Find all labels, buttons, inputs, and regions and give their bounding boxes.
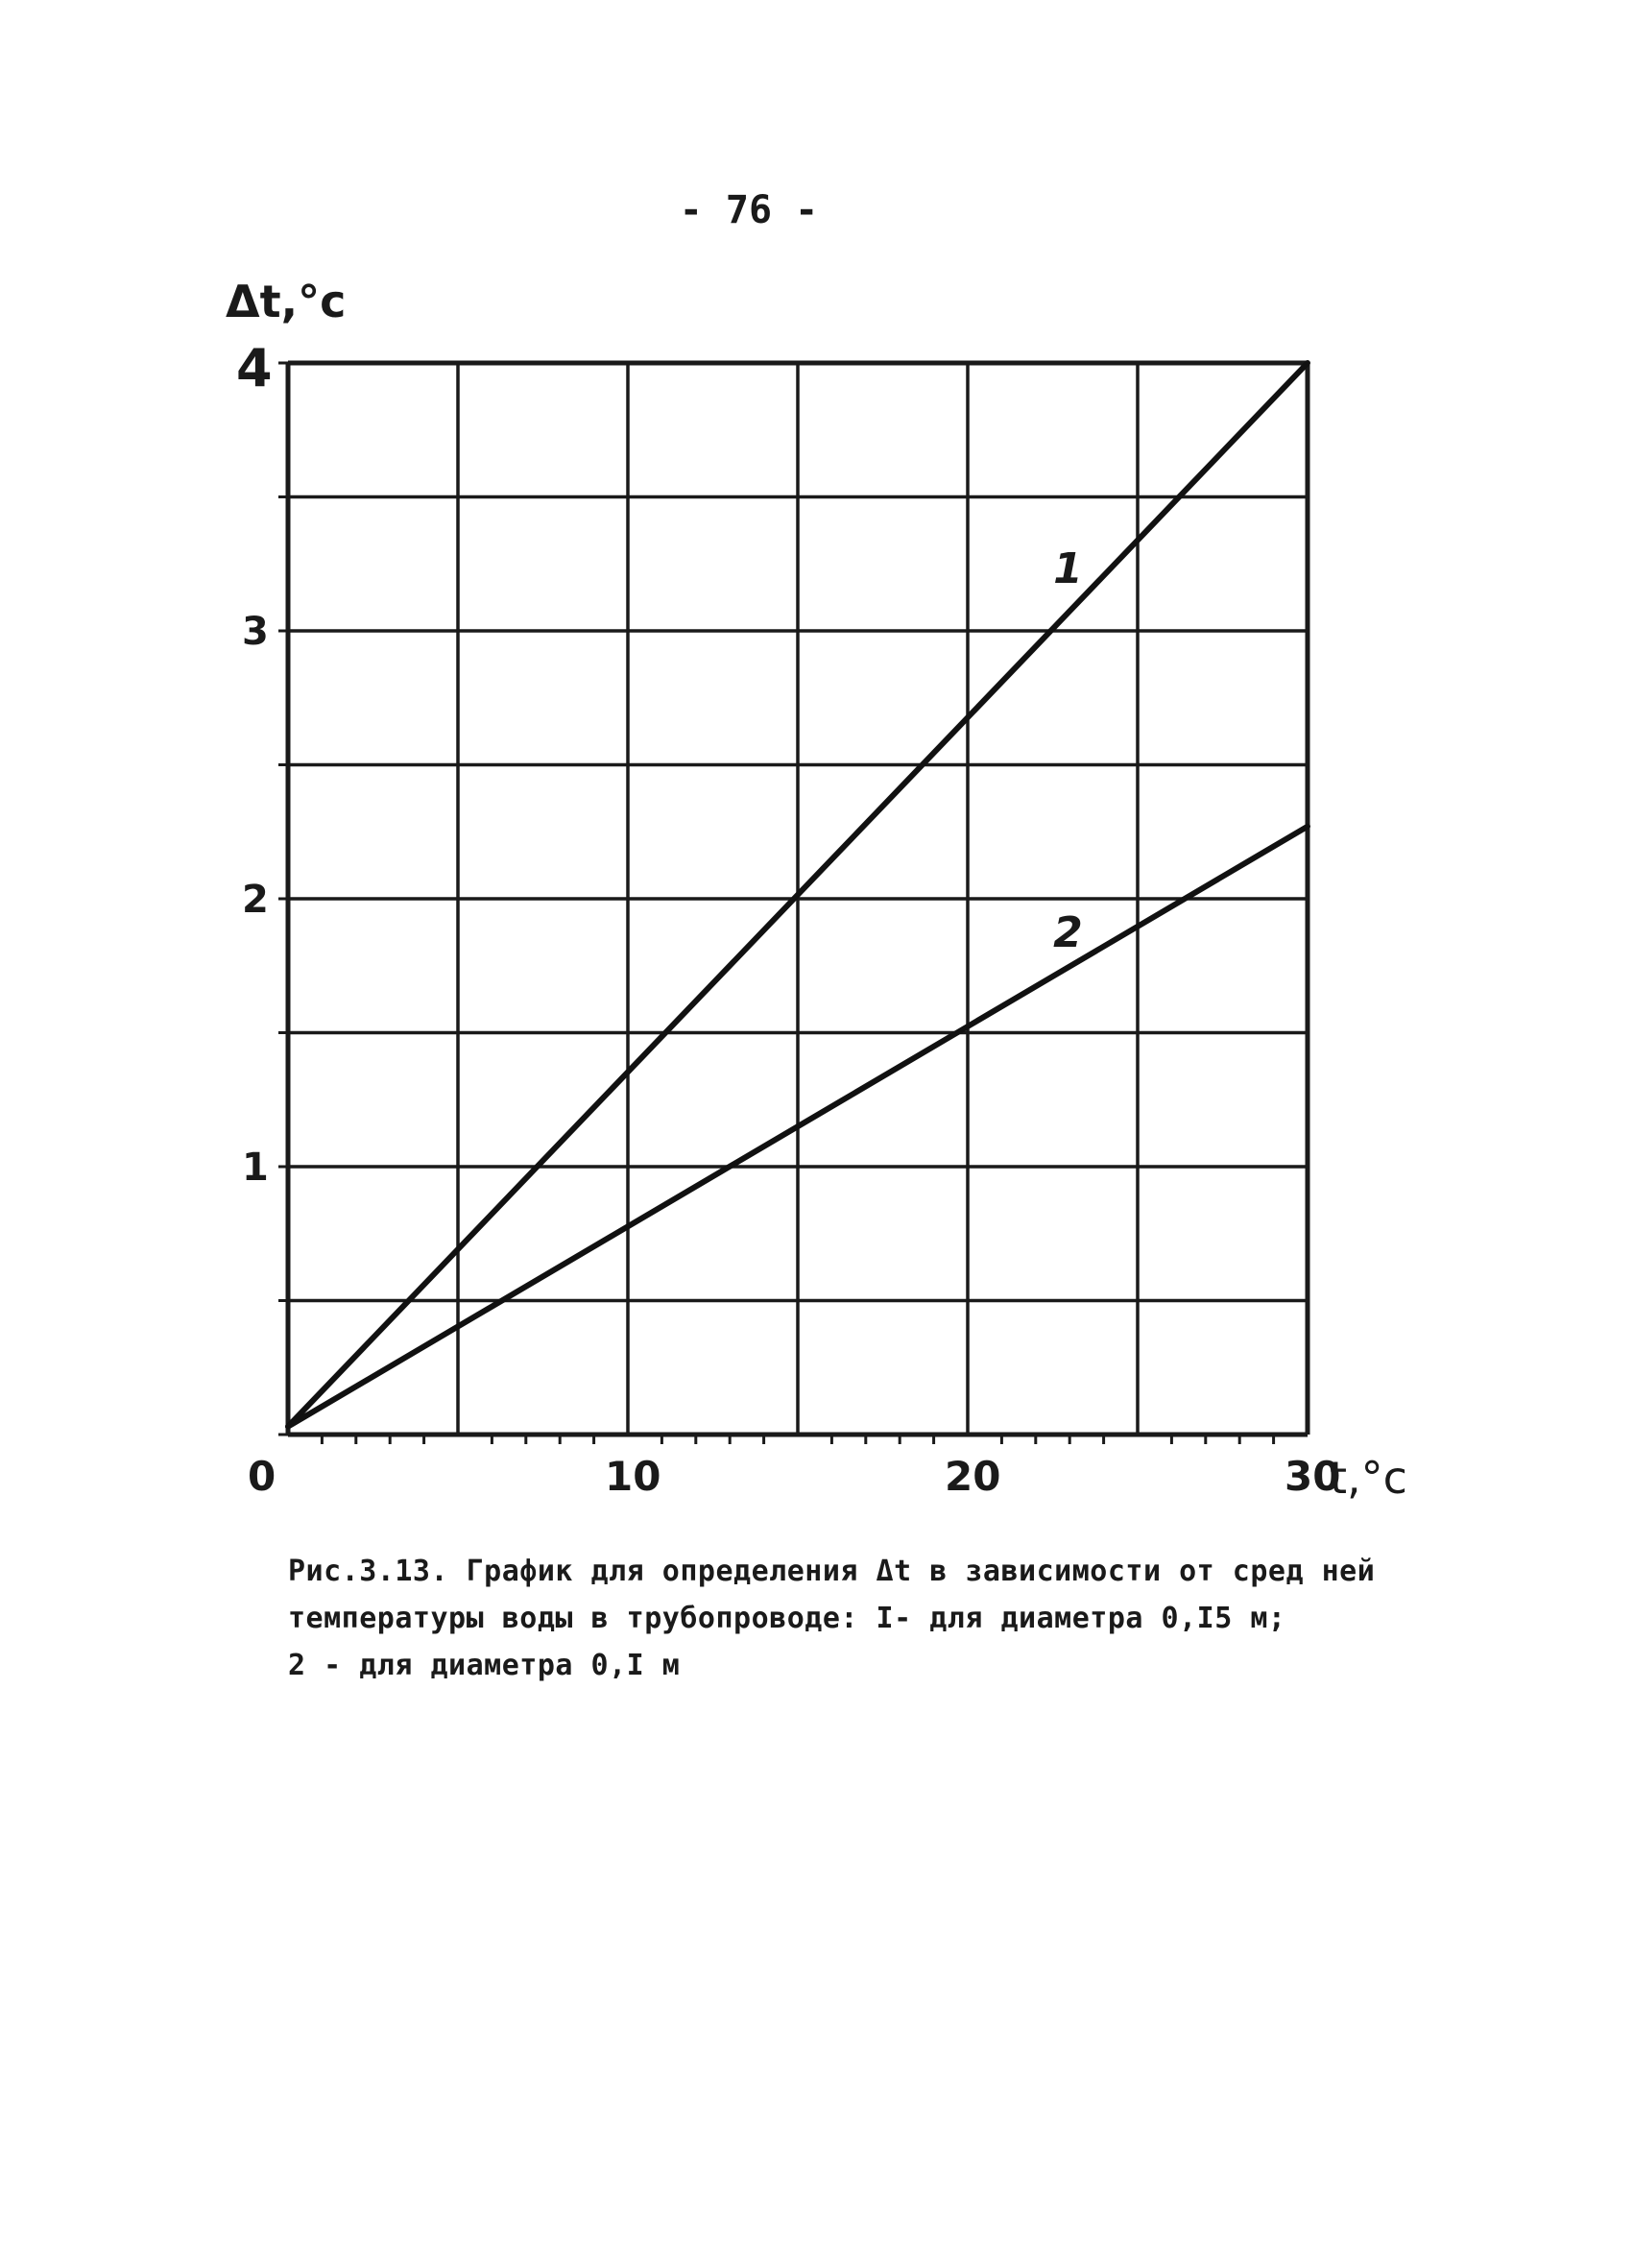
x-tick-label: 0 [248, 1453, 276, 1500]
x-tick-label: 30 [1285, 1453, 1341, 1500]
x-axis-tick-labels [248, 1453, 1340, 1500]
series-label-2: 2 [1053, 908, 1083, 958]
y-tick-label: 4 [236, 338, 273, 398]
y-tick-label: 1 [242, 1146, 269, 1190]
page-number: - 76 - [679, 188, 819, 232]
x-tick-label: 20 [945, 1453, 1001, 1500]
x-axis-label: t,°c [1330, 1452, 1407, 1504]
y-tick-label: 3 [242, 610, 269, 654]
caption-line-1: Рис.3.13. График для определения Δt в зависимости от сред ней [288, 1555, 1376, 1588]
y-axis-label: Δt,°c [226, 276, 347, 327]
caption-line-2: температуры воды в трубопроводе: I- для диаметра 0,I5 м; [288, 1602, 1286, 1635]
y-axis-tick-labels [236, 338, 273, 1190]
y-tick-label: 2 [242, 878, 269, 922]
figure-caption [288, 1548, 1392, 1689]
caption-line-3: 2 - для диаметра 0,I м [288, 1649, 681, 1682]
x-tick-label: 10 [605, 1453, 661, 1500]
series-label-1: 1 [1053, 543, 1083, 593]
